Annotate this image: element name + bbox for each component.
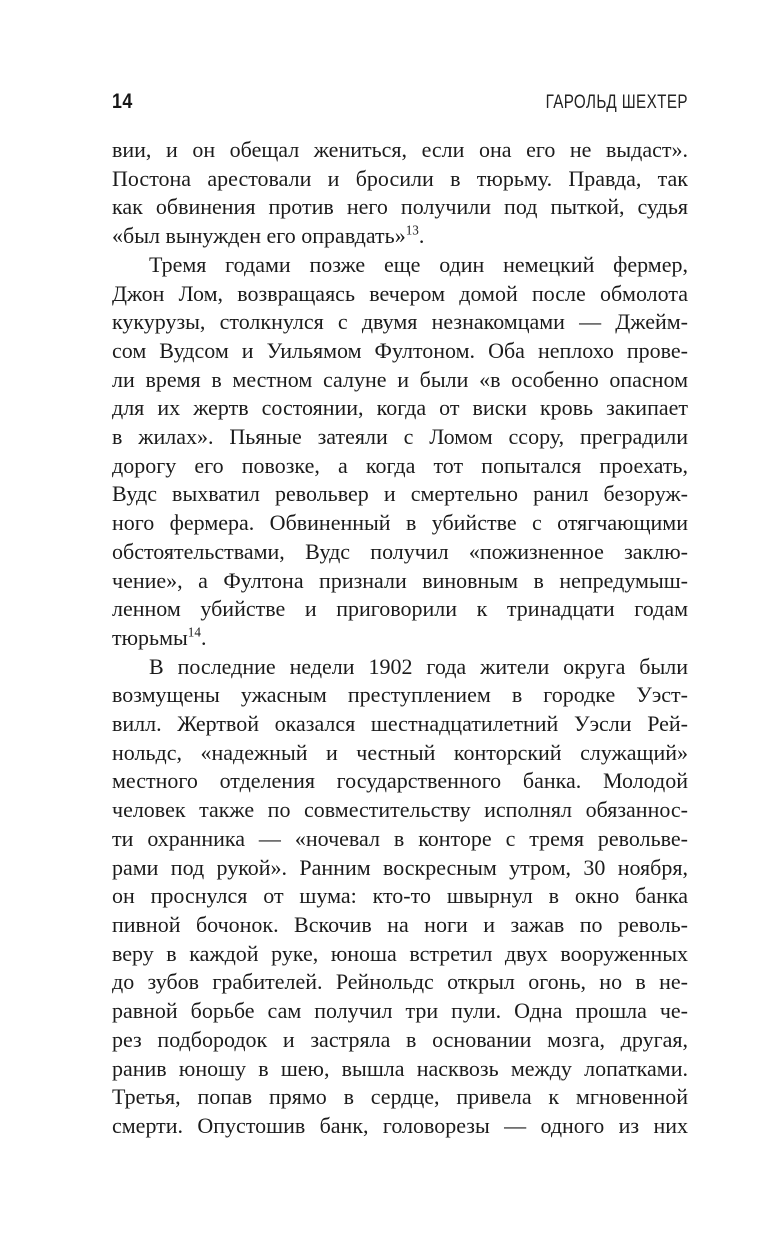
text-line: Постона арестовали и бросили в тюрьму. Правда, так: [112, 165, 688, 191]
text-line: он проснулся от шума: кто-то швырнул в окно банка: [112, 883, 688, 909]
text-line: возмущены ужасным преступлением в городке Уэст-: [112, 682, 688, 708]
text-line: кукурузы, столкнулся с двумя незнакомцами — Джейм-: [112, 309, 688, 335]
text-line: чение», а Фултона признали виновным в непредумыш-: [112, 567, 688, 593]
page-header: [112, 90, 688, 116]
text-line: ли время в местном салуне и были «в особенно опасном: [112, 366, 688, 392]
text-line: в жилах». Пьяные затеяли с Ломом ссору, преградили: [112, 424, 688, 450]
text-line: Вудс выхватил револьвер и смертельно ранил безоруж-: [112, 481, 688, 507]
body-text: [112, 136, 688, 1141]
text-line: для их жертв состоянии, когда от виски кровь закипает: [112, 395, 688, 421]
text-line: обстоятельствами, Вудс получил «пожизненное заклю-: [112, 538, 688, 564]
text-line: ранив юношу в шею, вышла насквозь между лопатками.: [112, 1055, 688, 1081]
page-number: 14: [112, 90, 133, 113]
text-line: рами под рукой». Ранним воскресным утром, 30 ноября,: [112, 854, 688, 880]
text-line: до зубов грабителей. Рейнольдс открыл огонь, но в не-: [112, 969, 688, 995]
running-head-author: ГАРОЛЬД ШЕХТЕР: [545, 92, 688, 113]
text-line: человек также по совместительству исполнял обязаннос-: [112, 797, 688, 823]
text-line: рез подбородок и застряла в основании мозга, другая,: [112, 1026, 688, 1052]
text-line: ленном убийстве и приговорили к тринадцати годам: [112, 596, 688, 622]
text-line: дорогу его повозке, а когда тот попытался проехать,: [112, 452, 688, 478]
text-line: тюрьмы$^{14}$.: [112, 624, 207, 650]
text-line: вилл. Жертвой оказался шестнадцатилетний Уэсли Рей-: [112, 711, 688, 737]
text-line: равной борьбе сам получил три пули. Одна прошла че-: [112, 998, 688, 1024]
text-line: как обвинения против него получили под пыткой, судья: [112, 194, 688, 220]
text-line: веру в каждой руке, юноша встретил двух вооруженных: [112, 940, 688, 966]
text-line: Третья, попав прямо в сердце, привела к мгновенной: [112, 1084, 688, 1110]
text-line: вии, и он обещал жениться, если она его не выдаст».: [112, 137, 688, 162]
text-line: ного фермера. Обвиненный в убийстве с отягчающими: [112, 510, 688, 536]
text-line: В последние недели 1902 года жители округа были: [149, 653, 688, 679]
footnote-ref: 13: [405, 222, 419, 238]
text-line: пивной бочонок. Вскочив на ноги и зажав по револь-: [112, 911, 688, 937]
text-line: местного отделения государственного банка. Молодой: [112, 768, 688, 794]
text-line: «был вынужден его оправдать»$^{13}$.: [112, 222, 425, 249]
text-line: нольдс, «надежный и честный конторский служащий»: [112, 739, 688, 765]
text-line: сом Вудсом и Уильямом Фултоном. Оба неплохо прове-: [112, 337, 688, 363]
text-line: ти охранника — «ночевал в конторе с тремя револьве-: [112, 825, 688, 851]
text-line: Джон Лом, возвращаясь вечером домой после обмолота: [112, 280, 688, 306]
text-line: Тремя годами позже еще один немецкий фермер,: [149, 251, 688, 277]
footnote-ref: 14: [187, 624, 201, 640]
text-line: смерти. Опустошив банк, головорезы — одного из них: [112, 1112, 688, 1138]
